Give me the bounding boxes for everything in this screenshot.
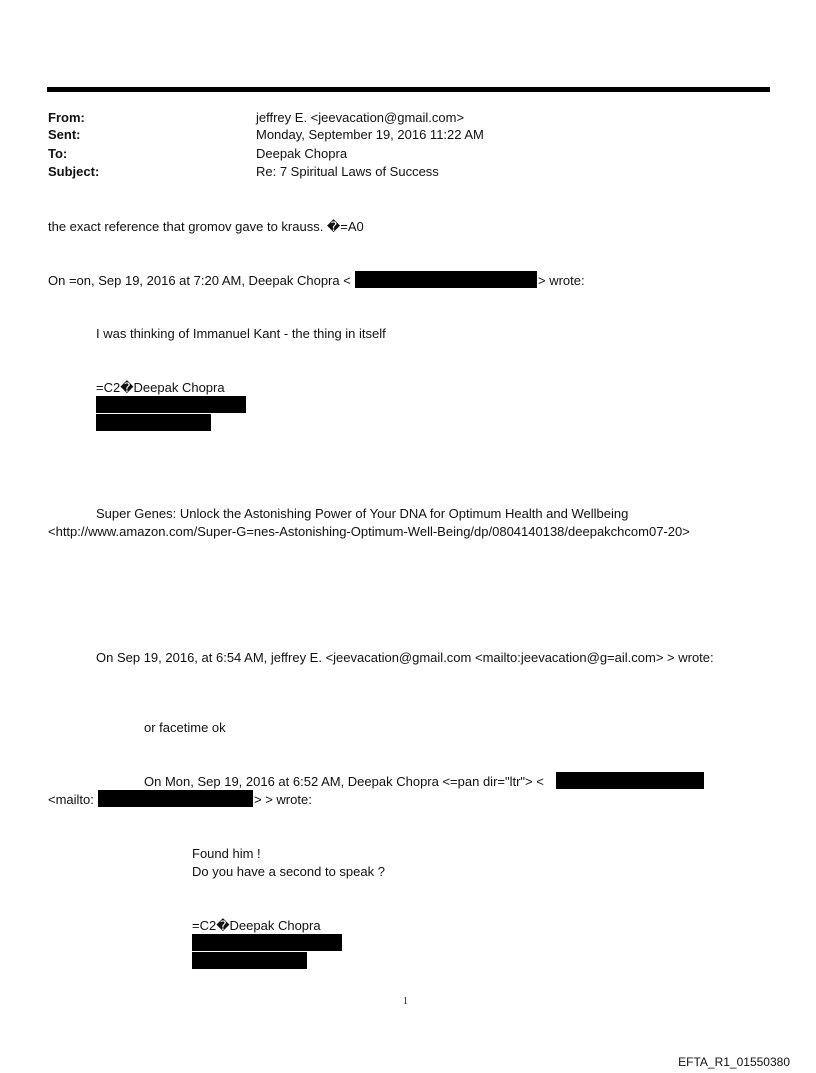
quote2-line: On Sep 19, 2016, at 6:54 AM, jeffrey E. <jeevacation@gmail.com <mailto:jeevacation@g=ail.com> > wrote: xyxy=(96,650,714,665)
subject-label: Subject: xyxy=(48,164,100,179)
redaction-sig2-line1 xyxy=(192,934,342,951)
subject-value: Re: 7 Spiritual Laws of Success xyxy=(256,164,439,179)
sent-label: Sent: xyxy=(48,127,81,142)
from-value: jeffrey E. <jeevacation@gmail.com> xyxy=(256,110,465,125)
quote3-prefix: On Mon, Sep 19, 2016 at 6:52 AM, Deepak Chopra <=pan dir="ltr"> < xyxy=(144,774,544,789)
found-line-1: Found him ! xyxy=(192,846,261,861)
redaction-email-2 xyxy=(556,772,704,789)
from-label: From: xyxy=(48,110,85,125)
redaction-mailto-2 xyxy=(98,790,253,807)
kant-line: I was thinking of Immanuel Kant - the thing in itself xyxy=(96,326,386,341)
sent-value: Monday, September 19, 2016 11:22 AM xyxy=(256,127,484,142)
signature-1: =C2�Deepak Chopra xyxy=(96,380,225,395)
page-number: 1 xyxy=(403,996,408,1007)
redaction-sig2-line2 xyxy=(192,952,307,969)
redaction-sig1-line2 xyxy=(96,414,211,431)
document-id-footer: EFTA_R1_01550380 xyxy=(678,1055,790,1069)
book-title: Super Genes: Unlock the Astonishing Power of Your DNA for Optimum Health and Wellbeing xyxy=(96,506,629,521)
redaction-sig1-line1 xyxy=(96,396,246,413)
quote3-suffix: > > wrote: xyxy=(254,792,312,807)
signature-2: =C2�Deepak Chopra xyxy=(192,918,321,933)
quote1-suffix: > wrote: xyxy=(538,273,585,288)
to-value: Deepak Chopra xyxy=(256,146,348,161)
book-url: <http://www.amazon.com/Super-G=nes-Astonishing-Optimum-Well-Being/dp/0804140138/deepakchcom07-20> xyxy=(48,524,690,539)
quote3-mailto: <mailto: xyxy=(48,792,94,807)
facetime-line: or facetime ok xyxy=(144,720,226,735)
body-line-reference: the exact reference that gromov gave to krauss. �=A0 xyxy=(48,219,364,234)
header-rule xyxy=(47,87,770,92)
quote1-prefix: On =on, Sep 19, 2016 at 7:20 AM, Deepak Chopra < xyxy=(48,273,351,288)
found-line-2: Do you have a second to speak ? xyxy=(192,864,385,879)
to-label: To: xyxy=(48,146,68,161)
redaction-email-1 xyxy=(355,271,537,288)
